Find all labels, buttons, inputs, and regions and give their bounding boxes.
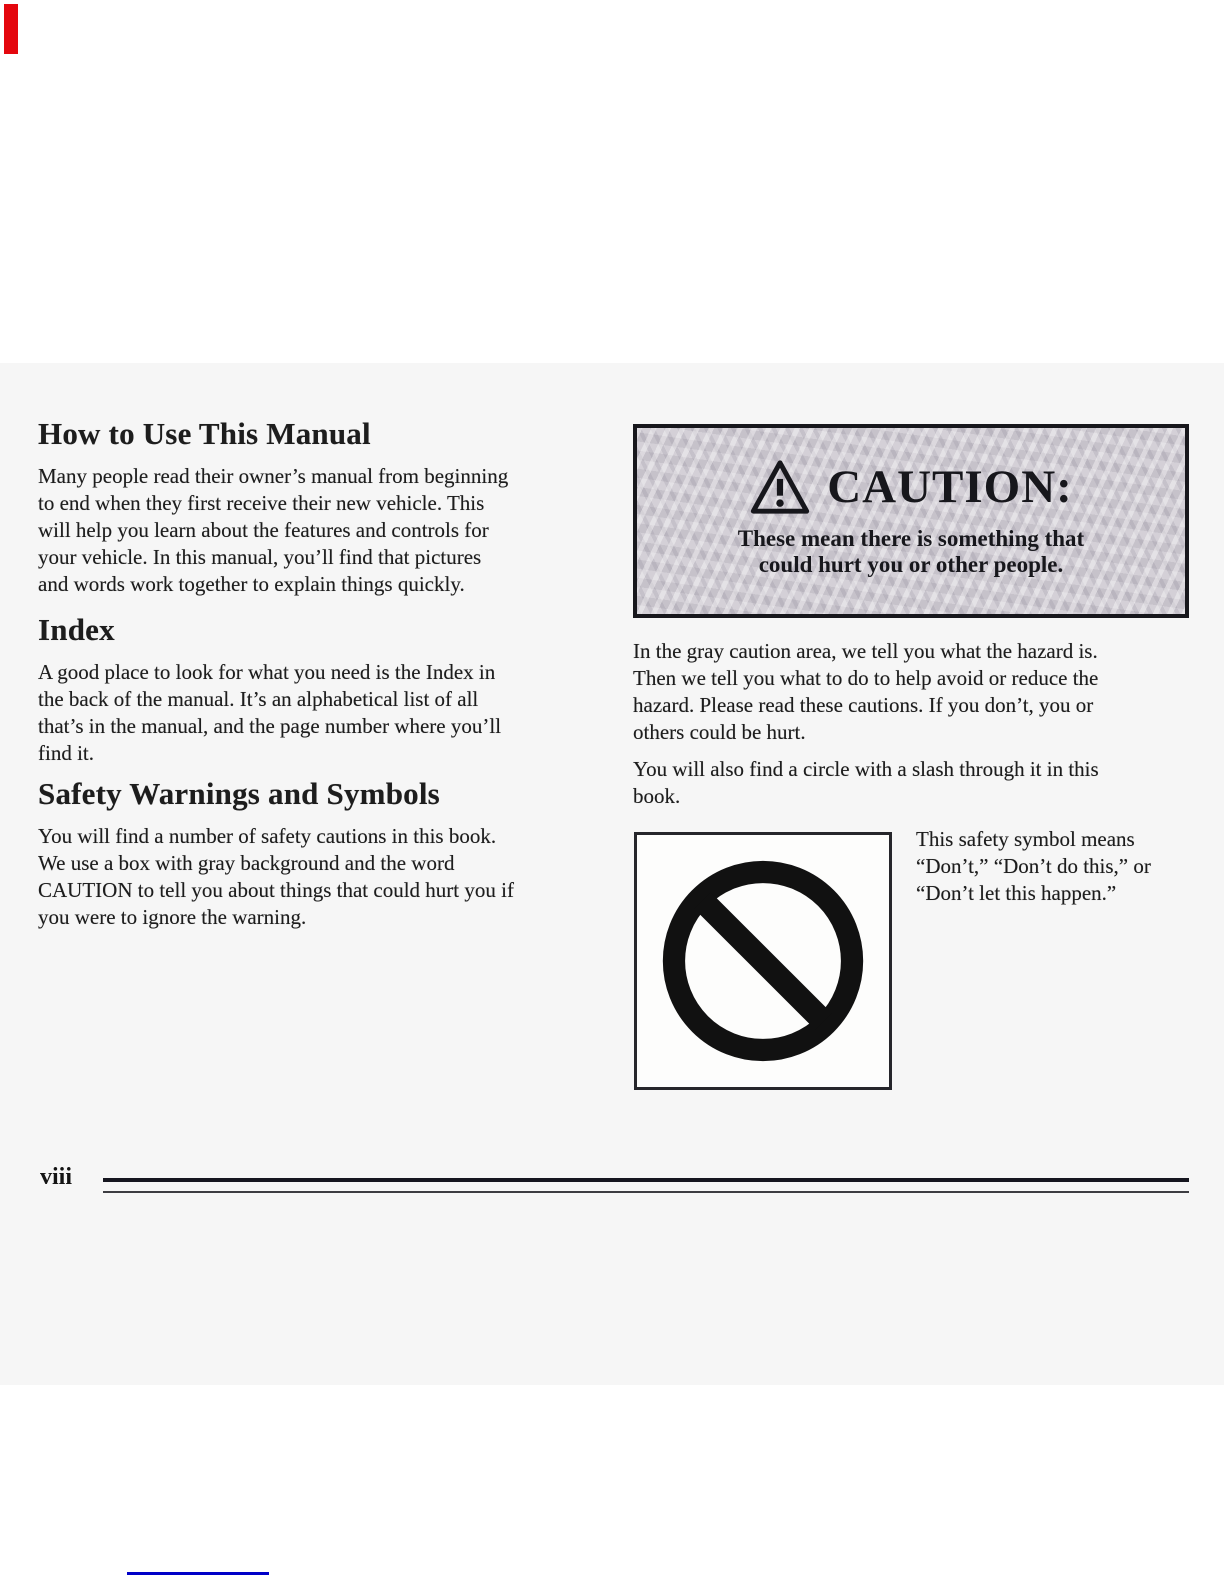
warning-triangle-icon xyxy=(749,458,811,516)
scan-artifact-red-mark xyxy=(4,4,18,54)
heading-how-to-use-this-manual: How to Use This Manual xyxy=(38,416,371,451)
no-symbol-box xyxy=(634,832,892,1090)
heading-index: Index xyxy=(38,612,115,647)
caution-box xyxy=(633,424,1189,618)
no-symbol-icon xyxy=(657,855,869,1067)
heading-safety-warnings-and-symbols: Safety Warnings and Symbols xyxy=(38,776,440,811)
caution-message: These mean there is something that could hurt you or other people. xyxy=(737,526,1085,577)
page-number: viii xyxy=(40,1164,73,1190)
footer-rule-thick xyxy=(103,1178,1189,1182)
footer-rule-thin xyxy=(103,1191,1189,1193)
caution-title: CAUTION: xyxy=(827,461,1073,513)
paragraph-safety-warnings: You will find a number of safety cautions in this book. We use a box with gray background and the word CAUTION to tell you about things that could hurt you if you were to ignore the warning. xyxy=(38,824,514,929)
paragraph-caution-explanation: In the gray caution area, we tell you what the hazard is. Then we tell you what to do to help avoid or reduce the hazard. Please read these cautions. If you don’t, you or others could be hurt. xyxy=(633,639,1099,744)
caution-header xyxy=(749,458,1073,516)
scan-artifact-blue-line xyxy=(127,1572,269,1575)
paragraph-how-to-use: Many people read their owner’s manual from beginning to end when they first receive their new vehicle. This will help you learn about the features and controls for your vehicle. In this manual, you’ll find that pictures and words work together to explain things quickly. xyxy=(38,464,509,596)
paragraph-circle-slash-intro: You will also find a circle with a slash through it in this book. xyxy=(633,757,1099,808)
no-symbol-caption: This safety symbol means “Don’t,” “Don’t do this,” or “Don’t let this happen.” xyxy=(916,827,1151,905)
paragraph-index: A good place to look for what you need is the Index in the back of the manual. It’s an alphabetical list of all that’s in the manual, and the page number where you’ll find it. xyxy=(38,660,502,765)
